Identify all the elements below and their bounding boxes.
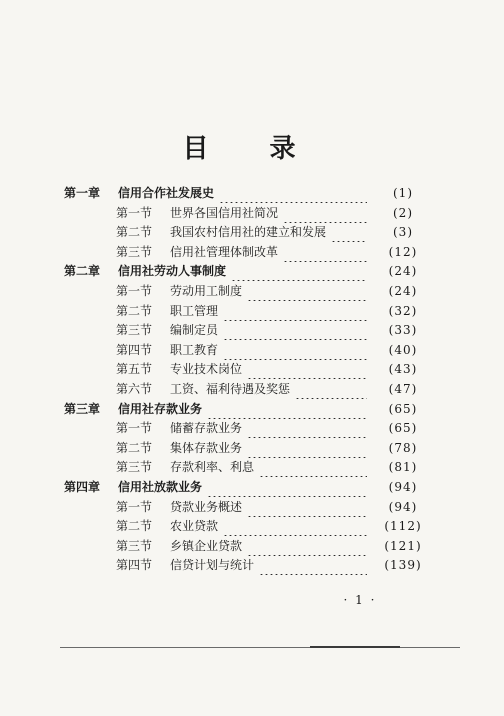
toc-section-row (0, 222, 504, 242)
page-ref-number: 94 (394, 499, 412, 514)
toc-section-row (0, 359, 504, 379)
toc-section-row (0, 379, 504, 399)
section-number: 第二节 (116, 519, 153, 534)
dot-leader (244, 359, 370, 379)
dot-leader (220, 301, 370, 321)
paren-close: ) (411, 440, 418, 455)
section-title: 职工教育 (170, 342, 219, 357)
page-ref-number: 65 (394, 421, 412, 436)
page-title: 目 录 (182, 134, 322, 164)
paren-open: ( (388, 264, 395, 279)
paren-open: ( (388, 440, 395, 455)
section-number: 第六节 (116, 382, 153, 396)
dot-leader (204, 399, 370, 419)
section-number: 第三节 (116, 538, 153, 553)
section-title: 存款利率、利息 (170, 460, 255, 475)
leader-dots (247, 536, 367, 556)
leader-dots (207, 399, 367, 419)
bottom-rule-thick (310, 646, 400, 648)
paren-close: ) (411, 284, 418, 298)
page-reference (372, 379, 434, 399)
leader-dots (247, 359, 367, 379)
leader-dots (231, 261, 367, 281)
paren-open: ( (392, 205, 399, 220)
dot-leader (280, 203, 370, 223)
dot-leader (216, 183, 370, 203)
page-reference (372, 555, 434, 575)
paren-close: ) (411, 480, 418, 494)
toc-section-row (0, 536, 504, 556)
paren-close: ) (415, 538, 422, 553)
page-reference (372, 516, 434, 536)
paren-open: ( (388, 480, 395, 494)
chapter-title: 信用合作社发展史 (118, 186, 215, 200)
chapter-number: 第三章 (64, 401, 101, 416)
toc-section-row (0, 301, 504, 321)
paren-close: ) (411, 264, 418, 279)
page-ref-number: 65 (394, 401, 412, 416)
paren-close: ) (407, 225, 413, 240)
paren-close: ) (411, 460, 418, 475)
page-reference (372, 242, 434, 262)
toc-section-row (0, 438, 504, 458)
section-number: 第四节 (116, 558, 153, 573)
dot-leader (244, 536, 370, 556)
page-ref-number: 47 (394, 382, 412, 396)
section-number: 第一节 (116, 284, 153, 298)
page-ref-number: 94 (394, 480, 412, 494)
page-reference (372, 340, 434, 360)
dot-leader (256, 555, 370, 575)
page-ref-number: 32 (394, 303, 412, 318)
section-title: 编制定员 (170, 323, 219, 338)
page-reference (372, 359, 434, 379)
page-reference (372, 203, 434, 223)
leader-dots (295, 379, 367, 399)
page-ref-number: 40 (394, 342, 412, 357)
section-title: 专业技术岗位 (170, 362, 243, 377)
page-reference (372, 281, 434, 301)
page-reference (372, 438, 434, 458)
page-reference (372, 457, 434, 477)
paren-close: ) (411, 382, 418, 396)
leader-dots (223, 301, 367, 321)
section-title: 储蓄存款业务 (170, 421, 243, 436)
toc-section-row (0, 242, 504, 262)
section-title: 农业贷款 (170, 519, 219, 534)
page-ref-number: 24 (394, 264, 412, 279)
toc-section-row (0, 203, 504, 223)
paren-open: ( (388, 499, 395, 514)
section-number: 第二节 (116, 225, 153, 240)
leader-dots (259, 555, 367, 575)
section-number: 第一节 (116, 499, 153, 514)
paren-open: ( (388, 362, 395, 377)
toc-section-row (0, 457, 504, 477)
toc-chapter-row (0, 399, 504, 419)
section-number: 第五节 (116, 362, 153, 377)
section-number: 第四节 (116, 342, 153, 357)
page-number: · 1 · (343, 593, 377, 607)
section-title: 劳动用工制度 (170, 284, 243, 298)
dot-leader (256, 457, 370, 477)
page-reference (372, 261, 434, 281)
chapter-number: 第一章 (64, 186, 101, 200)
chapter-title: 信用社劳动人事制度 (118, 264, 227, 279)
section-title: 集体存款业务 (170, 440, 243, 455)
dot-leader (292, 379, 370, 399)
paren-close: ) (411, 342, 418, 357)
dot-leader (244, 281, 370, 301)
dot-leader (220, 516, 370, 536)
paren-close: ) (411, 244, 418, 259)
paren-open: ( (388, 284, 395, 298)
page-reference (372, 497, 434, 517)
leader-dots (223, 516, 367, 536)
page-ref-number: 43 (394, 362, 412, 377)
chapter-number: 第二章 (64, 264, 101, 279)
section-number: 第二节 (116, 440, 153, 455)
paren-open: ( (392, 186, 399, 200)
paren-close: ) (411, 421, 418, 436)
paren-open: ( (384, 538, 391, 553)
paren-close: ) (411, 401, 418, 416)
page-ref-number: 12 (394, 244, 412, 259)
section-title: 乡镇企业贷款 (170, 538, 243, 553)
dot-leader (204, 477, 370, 497)
chapter-number: 第四章 (64, 480, 101, 494)
paren-close: ) (411, 499, 418, 514)
leader-dots (219, 183, 367, 203)
toc-section-row (0, 516, 504, 536)
dot-leader (280, 242, 370, 262)
page-ref-number: 1 (398, 186, 408, 200)
paren-close: ) (411, 362, 418, 377)
leader-dots (283, 203, 367, 223)
paren-open: ( (384, 519, 391, 534)
dot-leader (244, 418, 370, 438)
paren-open: ( (388, 382, 395, 396)
section-number: 第三节 (116, 460, 153, 475)
paren-open: ( (388, 401, 395, 416)
section-title: 信贷计划与统计 (170, 558, 255, 573)
toc-section-row (0, 555, 504, 575)
paren-open: ( (388, 303, 395, 318)
leader-dots (259, 457, 367, 477)
paren-close: ) (407, 186, 413, 200)
paren-close: ) (415, 558, 422, 573)
page-ref-number: 81 (394, 460, 412, 475)
page-reference (372, 418, 434, 438)
page-ref-number: 112 (390, 519, 416, 534)
section-title: 职工管理 (170, 303, 219, 318)
dot-leader (220, 340, 370, 360)
bottom-rule (60, 647, 460, 648)
leader-dots (247, 497, 367, 517)
section-number: 第三节 (116, 244, 153, 259)
paren-close: ) (411, 323, 418, 338)
toc-chapter-row (0, 477, 504, 497)
toc-section-row (0, 281, 504, 301)
toc-section-row (0, 320, 504, 340)
paren-open: ( (388, 421, 395, 436)
paren-open: ( (388, 460, 395, 475)
toc-chapter-row (0, 261, 504, 281)
page-ref-number: 3 (398, 225, 408, 240)
paren-close: ) (407, 205, 413, 220)
toc-section-row (0, 497, 504, 517)
leader-dots (283, 242, 367, 262)
leader-dots (331, 222, 367, 242)
page-reference (372, 320, 434, 340)
page-ref-number: 33 (394, 323, 412, 338)
leader-dots (247, 281, 367, 301)
page-ref-number: 24 (394, 284, 412, 298)
leader-dots (247, 418, 367, 438)
dot-leader (244, 438, 370, 458)
section-title: 信用社管理体制改革 (170, 244, 279, 259)
leader-dots (247, 438, 367, 458)
page-reference (372, 536, 434, 556)
section-title: 工资、福利待遇及奖惩 (170, 382, 291, 396)
leader-dots (207, 477, 367, 497)
paren-close: ) (415, 519, 422, 534)
dot-leader (228, 261, 370, 281)
page-ref-number: 78 (394, 440, 412, 455)
section-number: 第三节 (116, 323, 153, 338)
paren-open: ( (384, 558, 391, 573)
paren-close: ) (411, 303, 418, 318)
dot-leader (220, 320, 370, 340)
page-reference (372, 399, 434, 419)
chapter-title: 信用社存款业务 (118, 401, 203, 416)
toc-section-row (0, 340, 504, 360)
leader-dots (223, 340, 367, 360)
section-title: 世界各国信用社简况 (170, 205, 279, 220)
section-title: 贷款业务概述 (170, 499, 243, 514)
section-number: 第二节 (116, 303, 153, 318)
section-number: 第一节 (116, 421, 153, 436)
leader-dots (223, 320, 367, 340)
page-reference (372, 183, 434, 203)
section-title: 我国农村信用社的建立和发展 (170, 225, 327, 240)
page-ref-number: 139 (390, 558, 416, 573)
paren-open: ( (392, 225, 399, 240)
dot-leader (328, 222, 370, 242)
section-number: 第一节 (116, 205, 153, 220)
paren-open: ( (388, 323, 395, 338)
toc-chapter-row (0, 183, 504, 203)
chapter-title: 信用社放款业务 (118, 480, 203, 494)
dot-leader (244, 497, 370, 517)
page-reference (372, 477, 434, 497)
page-ref-number: 121 (390, 538, 416, 553)
toc-section-row (0, 418, 504, 438)
paren-open: ( (388, 244, 395, 259)
page-reference (372, 222, 434, 242)
page-ref-number: 2 (398, 205, 408, 220)
page-reference (372, 301, 434, 321)
paren-open: ( (388, 342, 395, 357)
